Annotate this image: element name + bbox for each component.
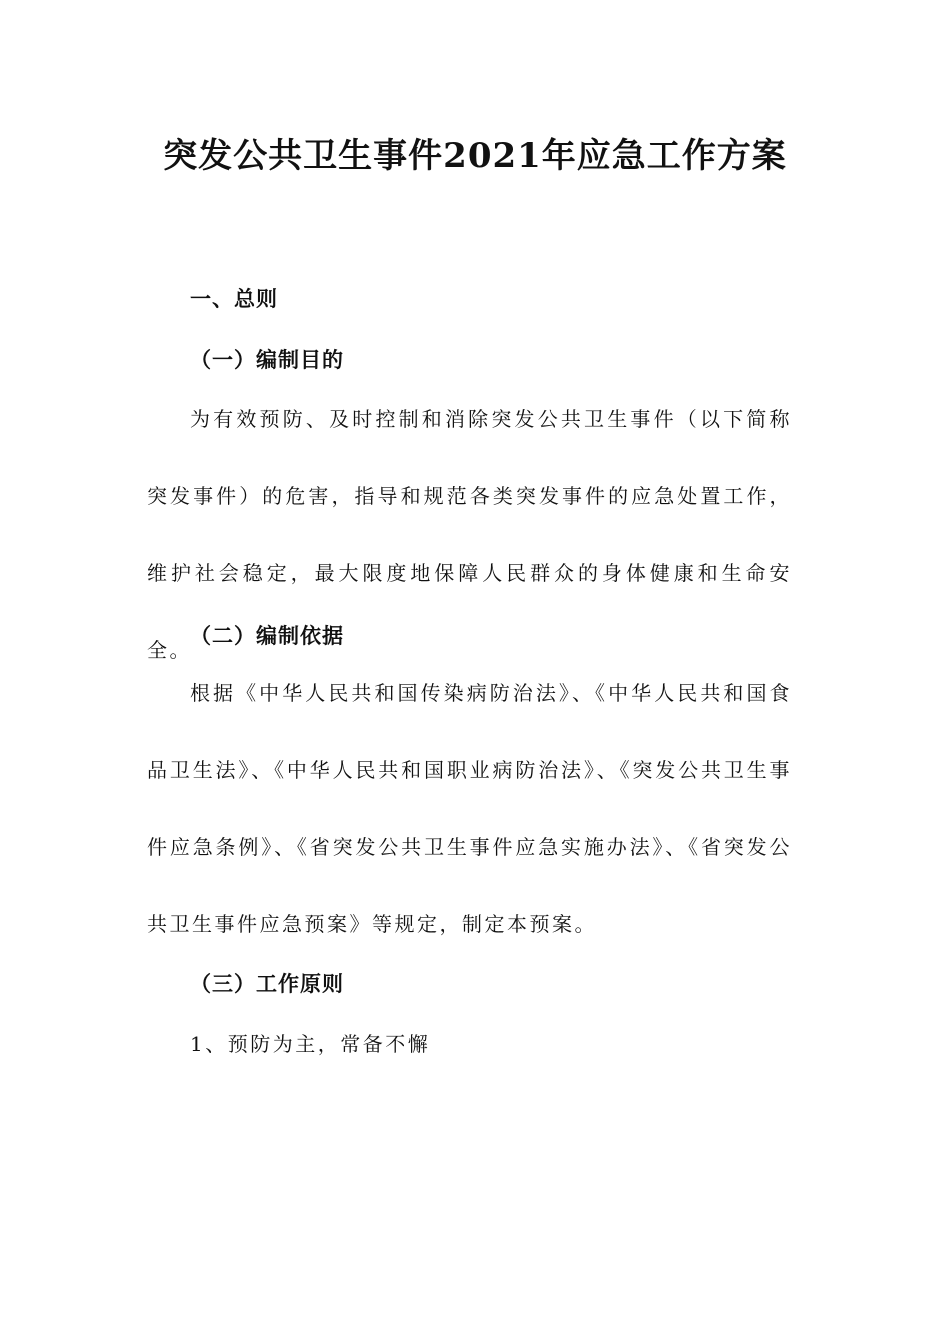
- principle-item-1: 1、预防为主，常备不懈: [190, 1032, 431, 1056]
- document-title: 突发公共卫生事件2021年应急工作方案: [163, 136, 787, 176]
- subsection-heading-purpose: （一）编制目的: [190, 347, 344, 372]
- paragraph-purpose: 为有效预防、及时控制和消除突发公共卫生事件（以下简称突发事件）的危害，指导和规范各类突发事件的应急处置工作，维护社会稳定，最大限度地保障人民群众的身体健康和生命安全。: [147, 407, 792, 662]
- subsection-heading-principles: （三）工作原则: [190, 971, 344, 996]
- subsection-heading-basis: （二）编制依据: [190, 623, 344, 648]
- section-heading-general: 一、总则: [190, 286, 278, 311]
- paragraph-basis: 根据《中华人民共和国传染病防治法》、《中华人民共和国食品卫生法》、《中华人民共和国职业病防治法》、《突发公共卫生事件应急条例》、《省突发公共卫生事件应急实施办法》、《省突发公共卫生事件应急预案》等规定，制定本预案。: [147, 681, 792, 936]
